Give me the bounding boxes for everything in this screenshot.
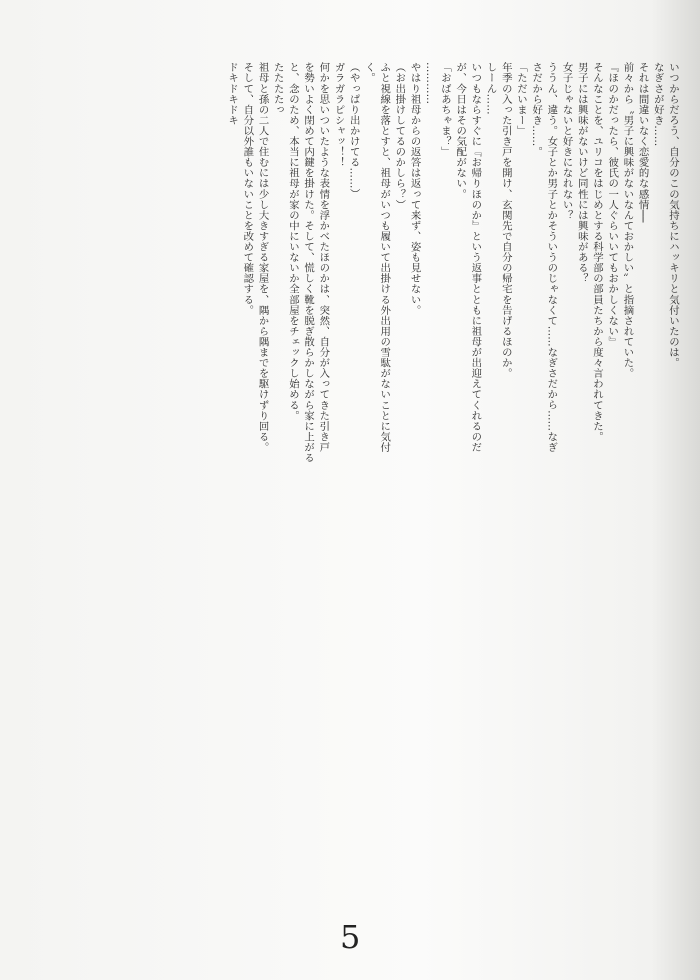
text-line: そして、自分以外誰もいないことを改めて確認する。 bbox=[241, 62, 254, 316]
text-line: さだから好き……。 bbox=[530, 62, 543, 157]
text-line: ドキドキドキ bbox=[226, 62, 239, 126]
text-line: たたたたっ bbox=[271, 62, 284, 115]
text-line: 男子には興味がないけど同性には興味がある？ bbox=[575, 62, 588, 284]
text-line: 何かを思いついたような表情を浮かべたほのかは、突然、自分が入ってきた引き戸 bbox=[317, 62, 330, 453]
text-line: それは間違いなく恋愛的な感情── bbox=[636, 62, 649, 223]
text-line: 女子じゃないと好きになれない？ bbox=[560, 62, 573, 221]
text-line: ううん、違う。女子とか男子とかそういうのじゃなくて……なぎさだから……なぎ bbox=[545, 62, 558, 453]
text-line: いつからだろう、自分のこの気持ちにハッキリと気付いたのは。 bbox=[667, 62, 679, 368]
text-line: ………… bbox=[423, 62, 436, 105]
text-line: 年季の入った引き戸を開け、玄関先で自分の帰宅を告げるほのか。 bbox=[499, 62, 512, 379]
page-number: 5 bbox=[340, 918, 361, 956]
text-line: を勢いよく閉めて内鍵を掛けた。そして、慌しく靴を脱ぎ散らかしながら家に上がる bbox=[302, 62, 315, 463]
text-line: 前々から〝男子に興味がないなんておかしい〟と指摘されていた。 bbox=[621, 62, 634, 379]
text-line: しーん…… bbox=[484, 62, 497, 115]
text-line: く。 bbox=[362, 62, 375, 84]
text-line: と、念のため、本当に祖母が家の中にいないか全部屋をチェックし始める。 bbox=[286, 62, 299, 421]
text-line: （やっぱり出かけてる……） bbox=[347, 62, 360, 200]
text-line: が、今日はその気配がない。 bbox=[454, 62, 467, 200]
lower-text-block-omitted bbox=[60, 500, 680, 900]
text-line: （お出掛けしてるのかしら？） bbox=[393, 62, 406, 210]
text-line: 「ただいまー」 bbox=[514, 62, 527, 136]
text-line: なぎさが好き…… bbox=[651, 62, 664, 147]
text-line: そんなことを、ユリコをはじめとする科学部の部員たちから度々言われてきた。 bbox=[590, 62, 603, 442]
text-line: やはり祖母からの返答は返って来ず、姿も見せない。 bbox=[408, 62, 421, 316]
text-line: 祖母と孫の二人で住むには少し大きすぎる家屋を、隅から隅までを駆けずり回る。 bbox=[256, 62, 269, 453]
text-line: 「おばあちゃま？」 bbox=[438, 62, 451, 157]
text-line: いつもならすぐに『お帰りほのか』という返事とともに祖母が出迎えてくれるのだ bbox=[469, 62, 482, 453]
text-line: ふと視線を落とすと、祖母がいつも履いて出掛ける外出用の雪駄がないことに気付 bbox=[378, 62, 391, 453]
text-line: 『ほのかだったら、彼氏の一人ぐらいいてもおかしくない』 bbox=[606, 62, 619, 347]
upper-text-block bbox=[224, 62, 680, 462]
text-line: ガラガラピシャッ！！ bbox=[332, 62, 345, 168]
